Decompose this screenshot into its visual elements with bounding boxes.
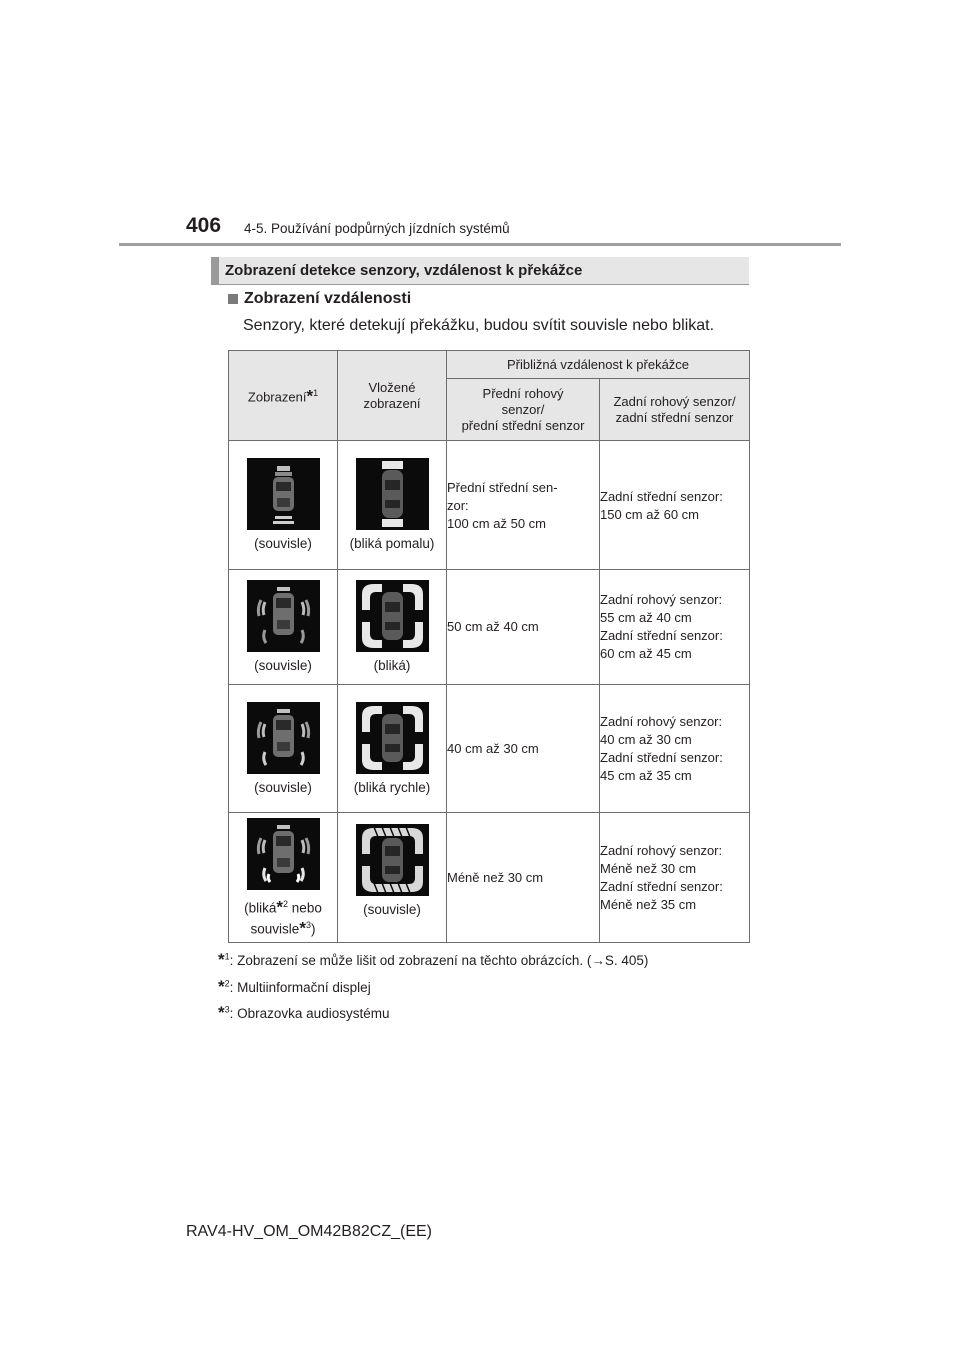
chapter-title: 4-5. Používání podpůrných jízdních systémů xyxy=(244,221,510,236)
rear-distance-cell: Zadní střední senzor: 150 cm až 60 cm xyxy=(600,441,750,570)
display-cell xyxy=(229,570,338,685)
header-inserted: Vložené zobrazení xyxy=(338,351,447,441)
footnote-2: *$^2$: Multiinformační displej xyxy=(218,977,371,996)
rear-distance-cell: Zadní rohový senzor: Méně než 30 cm Zadní střední senzor: Méně než 35 cm xyxy=(600,813,750,943)
header-rule xyxy=(119,243,841,246)
header-approx-distance: Přibližná vzdálenost k překážce xyxy=(447,351,750,379)
display-caption: (souvisle) xyxy=(254,658,312,673)
sensor-car-icon xyxy=(356,824,429,896)
sensor-car-icon xyxy=(356,580,429,652)
footnote-1: *$^1$: Zobrazení se může lišit od zobrazení na těchto obrázcích. (→S. 405) xyxy=(218,950,649,969)
inserted-cell xyxy=(338,441,447,570)
inserted-cell xyxy=(338,685,447,813)
car-top-view-icon xyxy=(247,818,320,890)
inserted-caption: (bliká rychle) xyxy=(353,779,431,795)
display-caption: (souvisle) xyxy=(254,779,312,795)
section-title: Zobrazení detekce senzory, vzdálenost k překážce xyxy=(225,262,583,279)
display-caption: (bliká*$^2$ nebo souvisle*$^3$) xyxy=(244,897,322,937)
inserted-caption: (souvisle) xyxy=(363,902,421,917)
document-code: RAV4-HV_OM_OM42B82CZ_(EE) xyxy=(186,1223,432,1240)
front-distance-cell: Přední střední sen- zor: 100 cm až 50 cm xyxy=(447,441,600,570)
subsection-heading xyxy=(228,290,411,308)
car-top-view-icon xyxy=(247,580,320,652)
front-distance-cell: 40 cm až 30 cm xyxy=(447,685,600,813)
display-cell xyxy=(229,685,338,813)
square-bullet-icon xyxy=(228,294,238,304)
section-heading xyxy=(211,257,749,284)
inserted-caption: (bliká pomalu) xyxy=(349,536,435,551)
display-caption: (souvisle) xyxy=(254,536,312,551)
table-row xyxy=(229,570,750,685)
page-number: 406 xyxy=(186,214,222,237)
sensor-car-icon xyxy=(356,702,429,774)
car-top-view-icon xyxy=(247,702,320,774)
display-cell xyxy=(229,813,338,943)
front-distance-cell: 50 cm až 40 cm xyxy=(447,570,600,685)
footnote-3: *$^3$: Obrazovka audiosystému xyxy=(218,1003,390,1022)
table-row xyxy=(229,685,750,813)
rear-distance-cell: Zadní rohový senzor: 55 cm až 40 cm Zadní střední senzor: 60 cm až 45 cm xyxy=(600,570,750,685)
inserted-caption: (bliká) xyxy=(373,658,411,673)
section-underline xyxy=(211,284,749,285)
car-top-view-icon xyxy=(247,458,320,530)
front-distance-cell: Méně než 30 cm xyxy=(447,813,600,943)
intro-text: Senzory, které detekují překážku, budou svítit souvisle nebo blikat. xyxy=(243,317,715,334)
header-display: Zobrazení*$^1$ xyxy=(229,351,338,441)
distance-table xyxy=(228,350,750,943)
rear-distance-cell: Zadní rohový senzor: 40 cm až 30 cm Zadní střední senzor: 45 cm až 35 cm xyxy=(600,685,750,813)
table-row xyxy=(229,441,750,570)
header-rear-sensor: Zadní rohový senzor/ zadní střední senzor xyxy=(600,379,750,441)
header-front-sensor: Přední rohový senzor/ přední střední senzor xyxy=(447,379,600,441)
inserted-cell xyxy=(338,570,447,685)
subsection-title: Zobrazení vzdálenosti xyxy=(244,290,412,307)
table-row xyxy=(229,813,750,943)
inserted-cell xyxy=(338,813,447,943)
display-cell xyxy=(229,441,338,570)
sensor-car-icon xyxy=(356,458,429,530)
